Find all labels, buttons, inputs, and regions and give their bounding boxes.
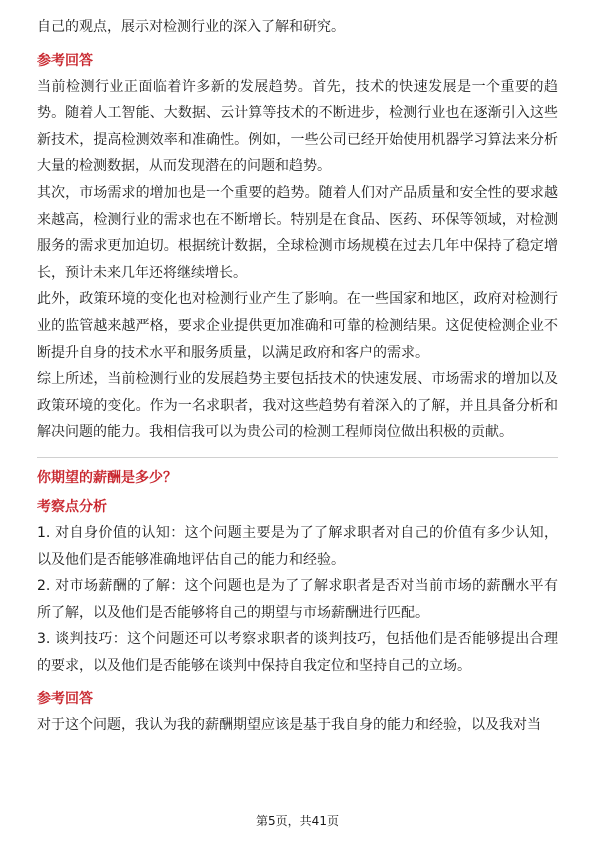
intro-tail-text: 自己的观点，展示对检测行业的深入了解和研究。 [37,19,345,35]
answer-paragraph: 当前检测行业正面临着许多新的发展趋势。首先，技术的快速发展是一个重要的趋势。随着人工智能、大数据、云计算等技术的不断进步，检测行业也在逐渐引入这些新技术，提高检测效率和准确性。例如，一些公司已经开始使用机器学习算法来分析大量的检测数据，从而发现潜在的问题和趋势。 [37,78,558,175]
analysis-point: 2. 对市场薪酬的了解：这个问题也是为了了解求职者是否对当前市场的薪酬水平有所了解，以及他们是否能够将自己的期望与市场薪酬进行匹配。 [37,578,558,621]
answer-paragraph: 综上所述，当前检测行业的发展趋势主要包括技术的快速发展、市场需求的增加以及政策环境的变化。作为一名求职者，我对这些趋势有着深入的了解，并且具备分析和解决问题的能力。我相信我可以为贵公司的检测工程师岗位做出积极的贡献。 [37,371,558,441]
question-title: 你期望的薪酬是多少？ [37,469,177,486]
reference-answer-heading: 参考回答 [37,691,93,708]
reference-answer-heading: 参考回答 [37,52,93,69]
answer-paragraph: 对于这个问题，我认为我的薪酬期望应该是基于我自身的能力和经验，以及我对当 [37,717,541,734]
page-content [37,14,558,739]
analysis-point: 3. 谈判技巧：这个问题还可以考察求职者的谈判技巧，包括他们是否能够提出合理的要求，以及他们是否能够在谈判中保持自我定位和坚持自己的立场。 [37,631,558,674]
page-number: 第5页，共41页 [256,814,339,828]
analysis-heading: 考察点分析 [37,498,107,515]
analysis-point: 1. 对自身价值的认知：这个问题主要是为了了解求职者对自己的价值有多少认知，以及他们是否能够准确地评估自己的能力和经验。 [37,524,558,568]
answer-paragraph: 其次，市场需求的增加也是一个重要的趋势。随着人们对产品质量和安全性的要求越来越高，检测行业的需求也在不断增长。特别是在食品、医药、环保等领域，对检测服务的需求更加迫切。根据统计数据，全球检测市场规模在过去几年中保持了稳定增长，预计未来几年还将继续增长。 [37,184,558,281]
answer-paragraph: 此外，政策环境的变化也对检测行业产生了影响。在一些国家和地区，政府对检测行业的监管越来越严格，要求企业提供更加准确和可靠的检测结果。这促使检测企业不断提升自身的技术水平和服务质量，以满足政府和客户的需求。 [37,291,558,361]
